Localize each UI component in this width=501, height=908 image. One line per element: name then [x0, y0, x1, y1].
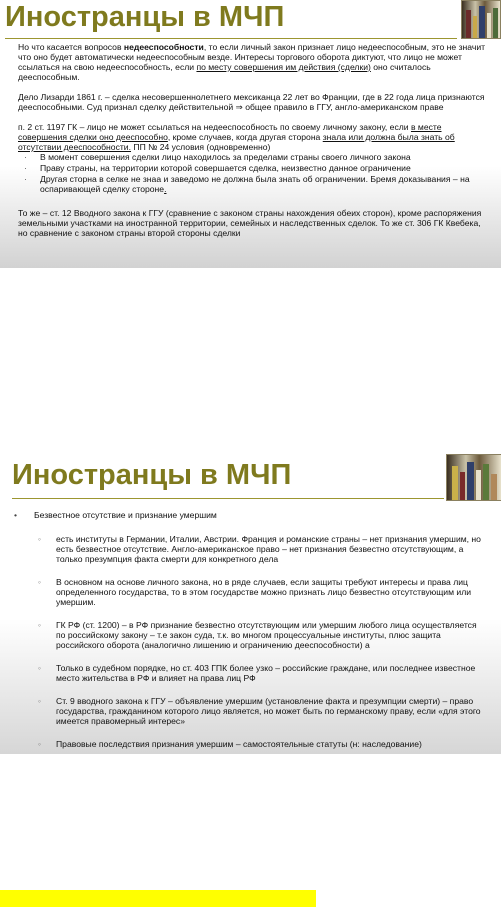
slide-1: [0, 0, 501, 268]
paragraph-incapacity: Но что касается вопросов недееспособности, то если личный закон признает лицо недееспособным, это не значит что оно будет автоматически недееспособным везде. Интересы торгового оборота диктуют, что лицо не может ссылаться на свою недееспособность, если по месту совершения им действия (сделки) оно считалось дееспособным.: [18, 42, 486, 82]
list-item: ◦ В основном на основе личного закона, но в ряде случаев, если защиты требуют интересы и права лиц определенного государства, то в этом государстве можно признать лицо безвестно отсутствующим или умершим.: [38, 577, 472, 607]
slide-2: [0, 454, 501, 754]
bookshelf-photo-icon: [461, 0, 501, 39]
title-underline: [12, 498, 444, 499]
bookshelf-photo-icon: [446, 454, 501, 501]
list-item: ◦ Правовые последствия признания умершим – самостоятельные статуты (н: наследование): [38, 739, 422, 749]
sub-bullet-icon: ◦: [38, 577, 42, 587]
list-item: ◦ ГК РФ (ст. 1200) – в РФ признание безвестно отсутствующим или умершим любого лица осуществляется по российскому закону – т.е закон суда, т.к. во многом процессуальные институты, плюс защита российского оборота (аналогично лишению и ограничению дееспособности) а: [38, 620, 477, 650]
sub-bullet-icon: ◦: [38, 534, 42, 544]
title-underline: [5, 38, 457, 39]
sub-bullet-icon: ◦: [38, 696, 42, 706]
bullet-icon: ·: [24, 163, 27, 173]
list-item: · Другая сторна в селке не знаа и заведомо не должна была знать об ограничении. Бремя доказывания – на оспаривающей сделку стороне.: [24, 174, 470, 194]
sub-bullet-icon: ◦: [38, 739, 42, 749]
sub-bullet-icon: ◦: [38, 663, 42, 673]
highlight-bar: [0, 890, 316, 907]
list-item: • Безвестное отсутствие и признание умершим: [14, 510, 217, 520]
bullet-icon: ·: [24, 174, 27, 184]
slide-1-title: Иностранцы в МЧП: [5, 1, 285, 33]
list-item: ◦ Ст. 9 вводного закона к ГГУ – объявление умершим (установление факта и презумпции смерти) – право государства, гражданином которого лицо является, но может быть по германскому праву, если «для этого имеется правомерный интерес»: [38, 696, 481, 726]
paragraph-article-12: То же – ст. 12 Вводного закона к ГГУ (сравнение с законом страны нахождения обеих сторон), кроме распоряжения земельными участками на иностранной территории, семейных и наследственных сделок. То же ст. 306 ГК Квебека, но сравнение с законом страны второй стороны сделки: [18, 208, 482, 238]
slide-2-title: Иностранцы в МЧП: [12, 459, 292, 491]
list-item: ◦ Только в судебном порядке, но ст. 403 ГПК более узко – российские граждане, или последнее известное место жительства в РФ и влияет на права лиц РФ: [38, 663, 476, 683]
slide-2-body: [14, 510, 488, 754]
sub-bullet-icon: ◦: [38, 620, 42, 630]
conditions-list: [18, 152, 488, 194]
list-item: · Праву страны, на территории которой совершается сделка, неизвестно данное ограничение: [24, 163, 411, 173]
slide-1-body: [18, 42, 488, 248]
bullet-icon: •: [14, 510, 18, 520]
list-item: ◦ есть институты в Германии, Италии, Австрии. Франция и романские страны – нет признания умершим, но есть безвестное отсутствие. Англо-американское право – нет признания безвестно отсутствующим, а только презумпция факта смерти для конкретного дела: [38, 534, 481, 564]
bullet-icon: ·: [24, 152, 27, 162]
list-item: · В момент совершения сделки лицо находилось за пределами страны своего личного закона: [24, 152, 411, 162]
paragraph-article-1197: п. 2 ст. 1197 ГК – лицо не может ссылаться на недееспособность по своему личному закону, если в месте совершения сделки оно дееспособно, кроме случаев, когда другая сторона знала или должна была знать об отсутствии дееспособности. ПП № 24 условия (одновременно): [18, 122, 455, 152]
paragraph-lizardi-case: Дело Лизарди 1861 г. – сделка несовершеннолетнего мексиканца 22 лет во Франции, где в 22 года лица признаются дееспособными. Суд признал сделку действительной ⇒ общее правило в ГГУ, англо-американском праве: [18, 92, 485, 112]
